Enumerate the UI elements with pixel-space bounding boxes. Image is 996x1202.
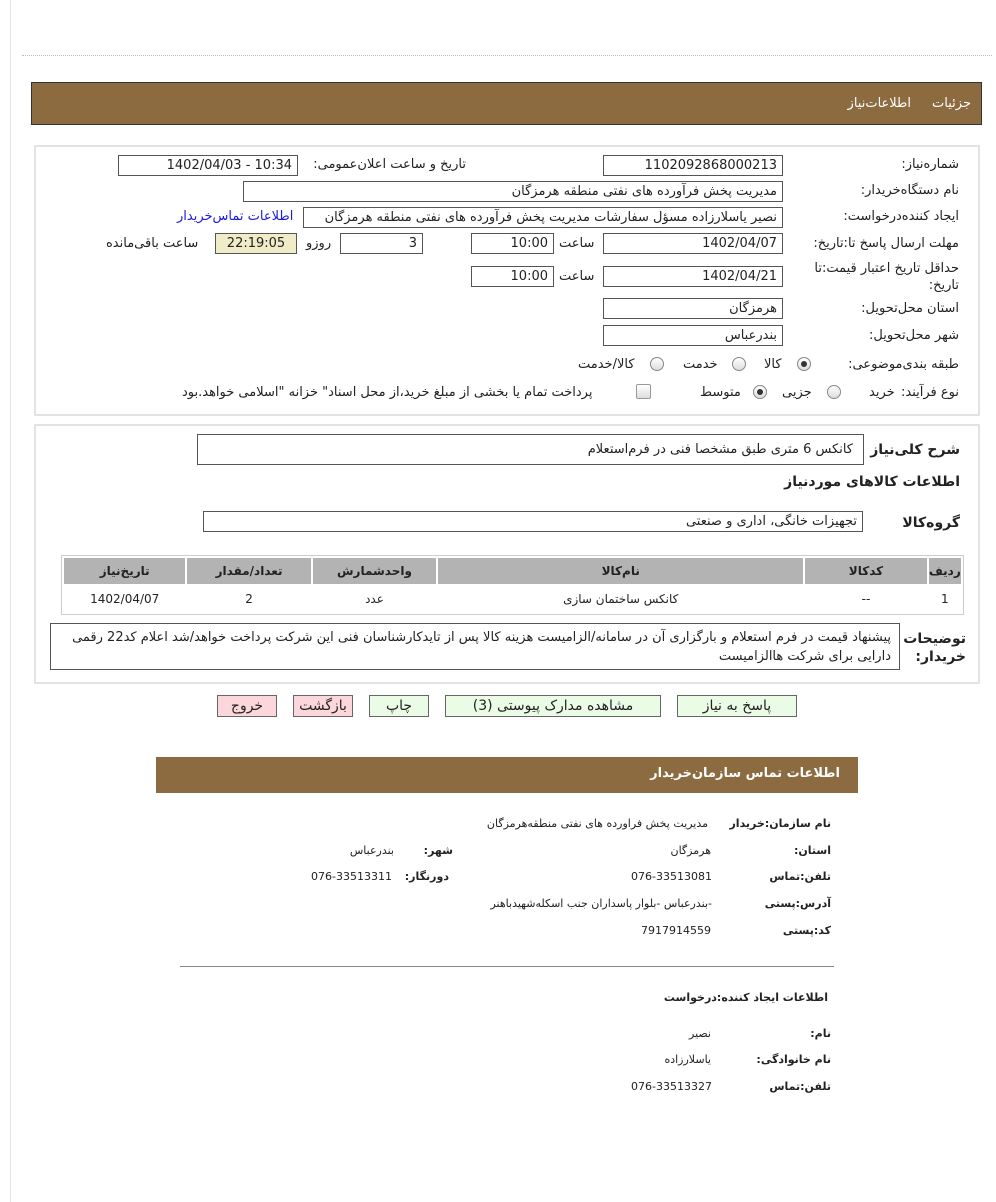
- category-option-goods: کالا: [764, 357, 782, 372]
- process-radio-medium[interactable]: [753, 385, 767, 399]
- requester-field: نصیر یاسلارزاده مسؤل سفارشات مدیریت پخش فرآورده های نفتی منطقه هرمزگان: [303, 207, 783, 228]
- need-number-label: شماره‌نیاز:: [901, 157, 959, 172]
- cell-name: کانکس ساختمان سازی: [438, 586, 803, 612]
- category-radio-goods[interactable]: [797, 357, 811, 371]
- org-label: نام سازمان:خریدار: [729, 817, 831, 830]
- org-value: مدیریت پخش فراورده های نفتی منطقه‌هرمزگان: [486, 817, 708, 830]
- process-buy-label: خرید: [869, 385, 895, 400]
- city-field: بندرعباس: [603, 325, 783, 346]
- postal-value: 7917914559: [641, 924, 711, 937]
- col-qty: تعداد/مقدار: [187, 558, 310, 584]
- fax-value: 076-33513311: [311, 870, 392, 883]
- address-label: آدرس:پستی: [764, 897, 831, 910]
- back-button[interactable]: بازگشت: [293, 695, 353, 717]
- province-field: هرمزگان: [603, 298, 783, 319]
- category-option-both: کالا/خدمت: [578, 357, 635, 372]
- goods-table: [61, 555, 964, 615]
- group-field: تجهیزات خانگی، اداری و صنعتی: [203, 511, 863, 532]
- col-name: نام‌کالا: [438, 558, 803, 584]
- attachments-button[interactable]: مشاهده مدارک پیوستی (3): [445, 695, 661, 717]
- treasury-checkbox[interactable]: [636, 384, 651, 399]
- buyer-notes-label: توضیحات خریدار:: [903, 631, 966, 665]
- creator-phone-label: تلفن:تماس: [769, 1080, 831, 1093]
- col-date: تاریخ‌نیاز: [64, 558, 185, 584]
- contact-phone-value: 076-33513081: [631, 870, 712, 883]
- buyer-org-field: مدیریت پخش فرآورده های نفتی منطقه هرمزگان: [243, 181, 783, 202]
- remaining-label: ساعت باقی‌مانده: [106, 236, 199, 251]
- general-desc-label: شرح کلی‌نیاز: [870, 442, 960, 458]
- col-unit: واحدشمارش: [313, 558, 436, 584]
- exit-button[interactable]: خروج: [217, 695, 277, 717]
- payment-note: پرداخت تمام یا بخشی از مبلغ خرید،از محل اسناد" خزانه "اسلامی خواهد.بود: [182, 385, 593, 400]
- col-row: ردیف: [929, 558, 961, 584]
- goods-table-header: [64, 558, 961, 584]
- cell-code: --: [805, 586, 926, 612]
- cell-row: 1: [929, 586, 961, 612]
- deadline-date-field: 1402/04/07: [603, 233, 783, 254]
- announce-field: 1402/04/03 - 10:34: [118, 155, 298, 176]
- validity-date-field: 1402/04/21: [603, 266, 783, 287]
- requester-label: ایجاد کننده‌درخواست:: [843, 209, 959, 224]
- cell-qty: 2: [187, 586, 310, 612]
- process-option-minor: جزیی: [782, 385, 812, 400]
- validity-time-field: 10:00: [471, 266, 554, 287]
- family-label: نام خانوادگی:: [756, 1053, 831, 1066]
- general-desc-field: کانکس 6 متری طبق مشخصا فنی در فرم‌استعلام: [197, 434, 864, 465]
- print-button[interactable]: چاپ: [369, 695, 429, 717]
- process-label: نوع فرآیند:: [901, 385, 959, 400]
- deadline-label: مهلت ارسال پاسخ تا:تاریخ:: [813, 236, 959, 251]
- postal-label: کد:پستی: [782, 924, 831, 937]
- need-number-field: 1102092868000213: [603, 155, 783, 176]
- cell-date: 1402/04/07: [64, 586, 185, 612]
- contact-header-bar: [156, 757, 858, 793]
- left-border: [10, 0, 11, 1202]
- table-row: [64, 586, 961, 612]
- col-code: کدکالا: [805, 558, 926, 584]
- contact-province-label: استان:: [794, 844, 831, 857]
- name-label: نام:: [810, 1027, 831, 1040]
- deadline-time-field: 10:00: [471, 233, 554, 254]
- contact-title: اطلاعات تماس سازمان‌خریدار: [650, 766, 840, 781]
- city-label: شهر محل‌تحویل:: [869, 328, 959, 343]
- process-radio-minor[interactable]: [827, 385, 841, 399]
- contact-province-value: هرمزگان: [670, 844, 711, 857]
- countdown-field: 22:19:05: [215, 233, 297, 254]
- group-label: گروه‌کالا: [902, 515, 960, 531]
- buyer-contact-link[interactable]: اطلاعات تماس‌خریدار: [177, 209, 294, 224]
- category-option-service: خدمت: [683, 357, 718, 372]
- validity-label-2: تاریخ:: [928, 278, 959, 293]
- fax-label: دورنگار:: [404, 870, 449, 883]
- category-radio-service[interactable]: [732, 357, 746, 371]
- family-value: یاسلارزاده: [664, 1053, 711, 1066]
- contact-city-value: بندرعباس: [349, 844, 394, 857]
- days-field: 3: [340, 233, 423, 254]
- validity-label-1: حداقل تاریخ اعتبار قیمت:تا: [814, 261, 959, 276]
- announce-label: تاریخ و ساعت اعلان‌عمومی:: [313, 157, 466, 172]
- details-header-bar: [31, 82, 982, 125]
- process-option-medium: متوسط: [700, 385, 741, 400]
- contact-phone-label: تلفن:تماس: [769, 870, 831, 883]
- validity-time-label: ساعت: [559, 269, 595, 284]
- category-label: طبقه بندی‌موضوعی:: [848, 357, 959, 372]
- contact-divider: [180, 966, 834, 967]
- creator-title: اطلاعات ایجاد کننده:درخواست: [663, 991, 828, 1004]
- contact-city-label: شهر:: [423, 844, 453, 857]
- tab-details[interactable]: جزئیات: [932, 96, 971, 111]
- category-radio-both[interactable]: [650, 357, 664, 371]
- creator-phone-value: 076-33513327: [631, 1080, 712, 1093]
- province-label: استان محل‌تحویل:: [861, 301, 959, 316]
- deadline-time-label: ساعت: [559, 236, 595, 251]
- top-divider: [22, 55, 992, 56]
- buyer-org-label: نام دستگاه‌خریدار:: [860, 183, 959, 198]
- goods-info-title: اطلاعات کالاهای موردنیاز: [784, 474, 960, 490]
- address-value: -بندرعباس -بلوار پاسداران جنب اسکله‌شهیدباهنر: [490, 897, 712, 910]
- cell-unit: عدد: [313, 586, 436, 612]
- tab-need-info[interactable]: اطلاعات‌نیاز: [847, 96, 911, 111]
- reply-button[interactable]: پاسخ به نیاز: [677, 695, 797, 717]
- name-value: نصیر: [689, 1027, 711, 1040]
- buyer-notes-field: پیشنهاد قیمت در فرم استعلام و بارگزاری آن در سامانه/الزامیست هزینه کالا پس از تایدکارشناسان فنی این شرکت پرداخت خواهد/شد اعلام کد22 رقمی دارایی برای شرکت هاالزامیست: [50, 623, 900, 670]
- day-label: روزو: [306, 236, 332, 251]
